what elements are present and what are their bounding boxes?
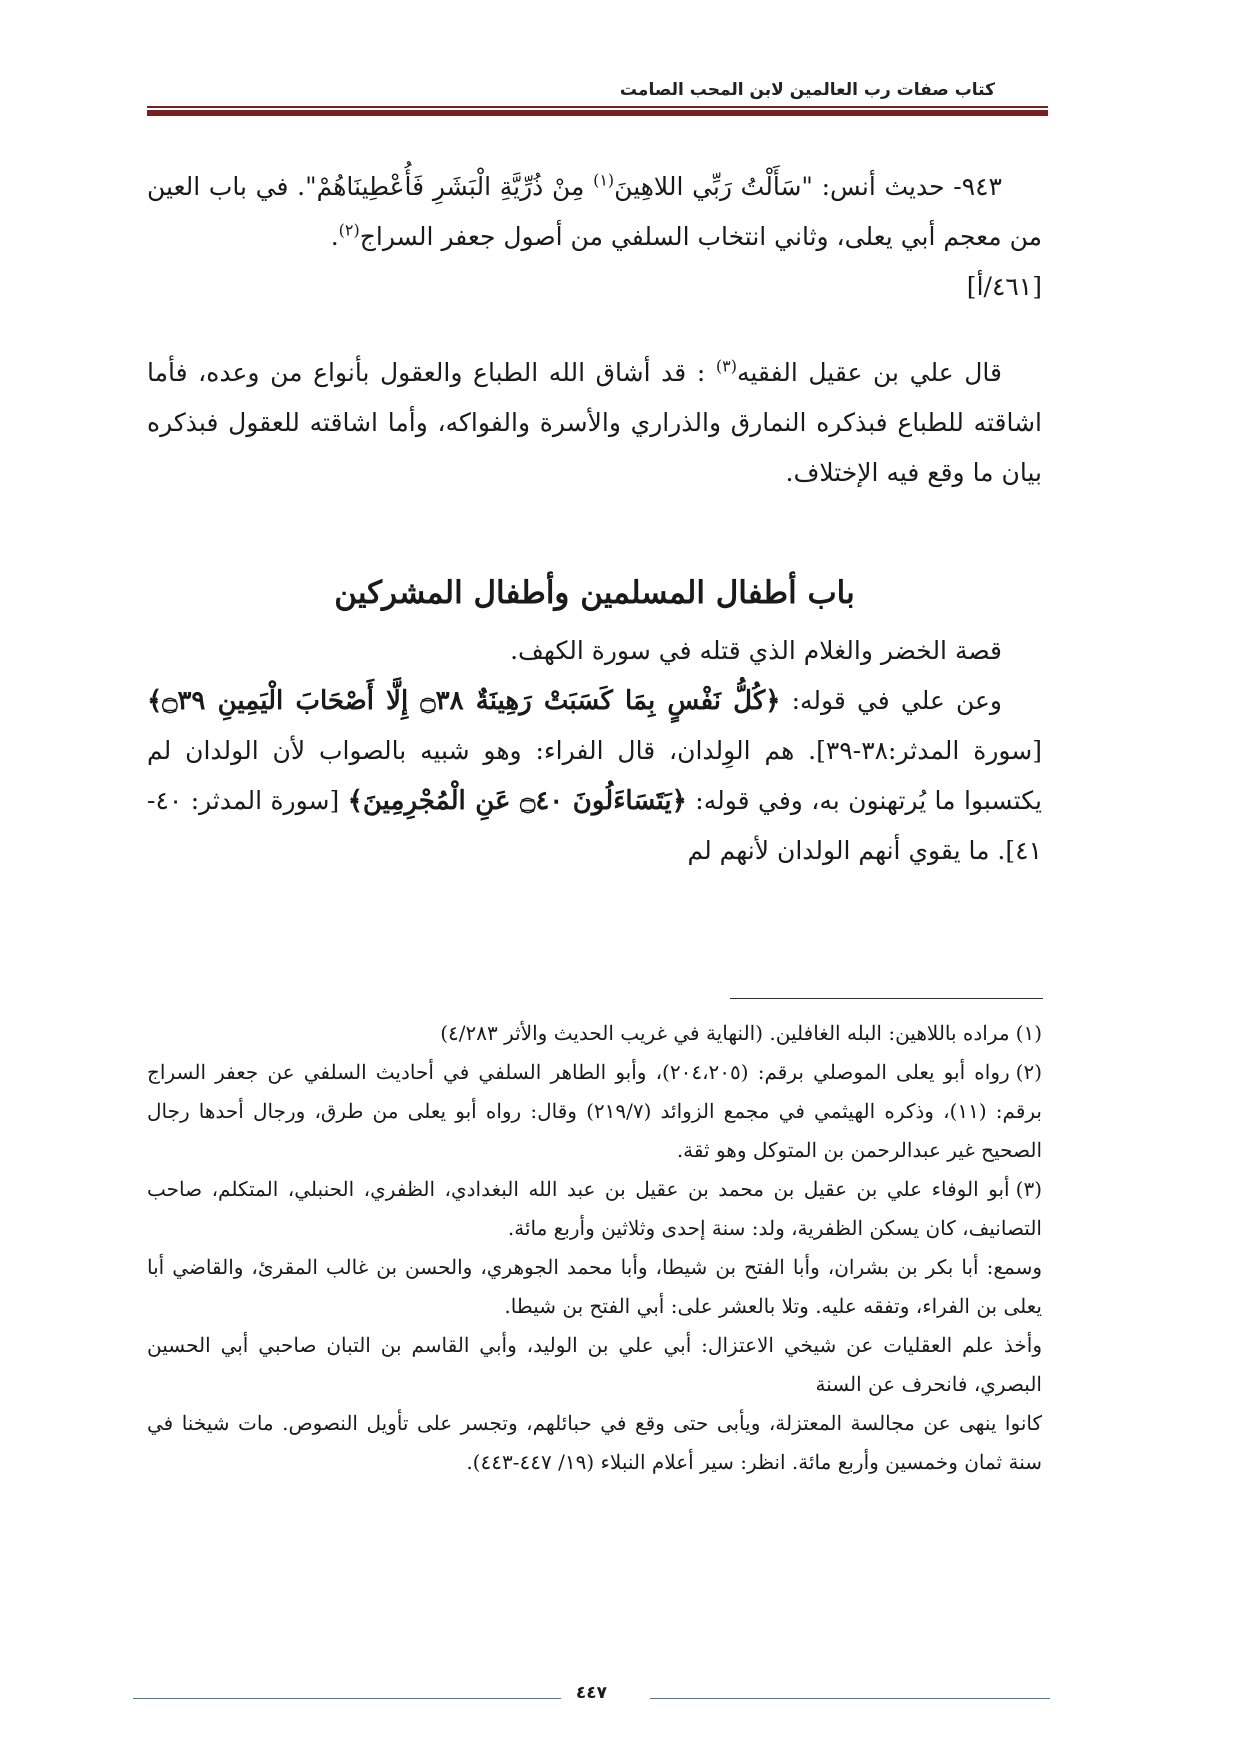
ali-text-a: وعن علي في قوله: xyxy=(780,686,1003,715)
footnote-3-cont-b: وسمع: أبا بكر بن بشران، وأبا الفتح بن شيطا، وأبا محمد الجوهري، والحسن بن غالب المقرئ، والقاضي أبا يعلى بن الفراء، وتفقه عليه. وتلا بالعشر على: أبي الفتح بن شيطا. xyxy=(147,1255,1042,1318)
header-rule-thick xyxy=(147,110,1048,116)
footnote-2 xyxy=(147,1053,1042,1170)
page-footer xyxy=(133,1683,1050,1713)
footnote-1 xyxy=(147,1014,1042,1053)
hadith-943-paragraph xyxy=(147,162,1042,262)
section-body xyxy=(147,626,1042,876)
footnote-3-text-a: أبو الوفاء علي بن عقيل بن محمد بن عقيل بن عبد الله البغدادي، الظفري، الحنبلي، المتكلم، صاحب التصانيف، كان يسكن الظفرية، ولد: سنة إحدى وثلاثين وأربع مائة. xyxy=(147,1177,1042,1240)
khidr-line: قصة الخضر والغلام الذي قتله في سورة الكهف. xyxy=(510,636,1002,665)
hadith-943-text-c: . xyxy=(330,222,339,251)
footnote-ref-3[interactable]: (٣) xyxy=(715,356,737,376)
footnotes xyxy=(147,1014,1042,1482)
hadith-943-block xyxy=(147,162,1042,312)
hadith-943-text-b: مِنْ ذُرِّيَّةِ الْبَشَرِ فَأُعْطِينَاهُمْ". في باب العين من معجم أبي يعلى، وثاني انتخاب السلفي من أصول جعفر السراج xyxy=(147,172,1042,251)
quran-verse-40-41: ﴿يَتَسَاءَلُونَ ۝٤٠ عَنِ الْمُجْرِمِينَ﴾ xyxy=(347,786,687,816)
ali-text-b: [سورة المدثر:٣٨-٣٩]. هم الوِلدان، قال الفراء: وهو شبيه بالصواب لأن الولدان لم يكتسبوا ما يُرتهنون به، وفي قوله: xyxy=(147,736,1043,815)
footnote-2-number: (٢) xyxy=(1015,1060,1043,1084)
page-number: ٤٤٧ xyxy=(575,1683,608,1703)
footnote-3-number: (٣) xyxy=(1015,1177,1042,1201)
section-heading: باب أطفال المسلمين وأطفال المشركين xyxy=(334,575,855,611)
footnote-3 xyxy=(147,1170,1042,1248)
footnote-2-text: رواه أبو يعلى الموصلي برقم: (٢٠٤،٢٠٥)، وأبو الطاهر السلفي في أحاديث السلفي عن جعفر السراج برقم: (١١)، وذكره الهيثمي في مجمع الزوائد (٢١٩/٧) وقال: رواه أبو يعلى من طرق، ورجال أحدها رجال الصحيح غير عبدالرحمن بن المتوكل وهو ثقة. xyxy=(147,1060,1042,1162)
footnote-separator xyxy=(730,998,1043,999)
ibn-aqil-text-a: قال علي بن عقيل الفقيه xyxy=(736,358,1002,387)
footnote-3-cont-c: وأخذ علم العقليات عن شيخي الاعتزال: أبي علي بن الوليد، وأبي القاسم بن التبان صاحبي أبي الحسين البصري، فانحرف عن السنة xyxy=(147,1333,1042,1396)
ibn-aqil-block xyxy=(147,348,1042,498)
footnote-ref-2[interactable]: (٢) xyxy=(338,220,360,240)
ibn-aqil-text-b: : قد أشاق الله الطباع والعقول بأنواع من وعده، فأما اشاقته للطباع فبذكره النمارق والذراري والأسرة والفواكه، وأما اشاقته للعقول فبذكره بيان ما وقع فيه الإختلاف. xyxy=(147,358,1042,487)
hadith-943-text-a: ٩٤٣- حديث أنس: "سَأَلْتُ رَبِّي اللاهِينَ xyxy=(614,172,1002,201)
footnote-1-text: مراده باللاهين: البله الغافلين. (النهاية في غريب الحديث والأثر ٤/٢٨٣) xyxy=(440,1021,1010,1045)
footnote-ref-1[interactable]: (١) xyxy=(593,170,615,190)
manuscript-folio-marker: [٤٦١/أ] xyxy=(966,272,1042,301)
footnote-1-number: (١) xyxy=(1015,1021,1042,1045)
ali-text-c: [سورة المدثر: ٤٠- ٤١]. ما يقوي أنهم الولدان لأنهم لم xyxy=(147,786,1042,865)
footnote-3-cont-d: كانوا ينهى عن مجالسة المعتزلة، ويأبى حتى وقع في حبائلهم، وتجسر على تأويل النصوص. مات شيخنا في سنة ثمان وخمسين وأربع مائة. انظر: سير أعلام النبلاء (١٩/ ٤٤٧-٤٤٣). xyxy=(147,1411,1042,1474)
quran-verse-38-39: ﴿كُلُّ نَفْسٍ بِمَا كَسَبَتْ رَهِينَةٌ ۝٣٨ إِلَّا أَصْحَابَ الْيَمِينِ ۝٣٩﴾ xyxy=(147,686,781,716)
header-rule-thin xyxy=(147,106,1048,108)
ali-tafsir-paragraph xyxy=(147,676,1042,876)
ibn-aqil-paragraph xyxy=(147,348,1042,498)
running-header-title: كتاب صفات رب العالمين لابن المحب الصامت xyxy=(619,80,995,100)
